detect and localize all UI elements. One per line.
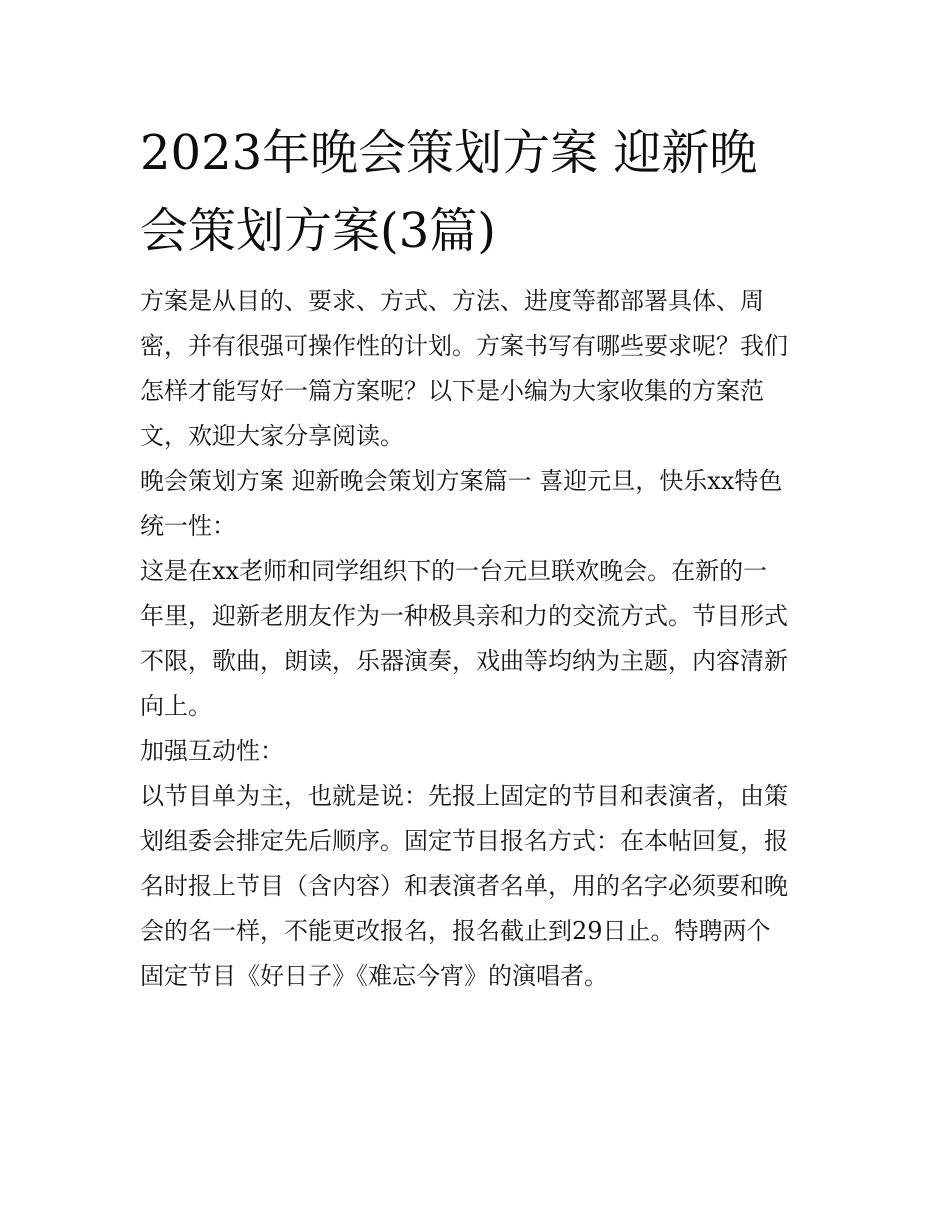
text-line: 会的名一样，不能更改报名，报名截止到29日止。特聘两个 (140, 917, 771, 945)
text-line: 向上。 (140, 692, 212, 720)
text-line: 不限，歌曲，朗读，乐器演奏，戏曲等均纳为主题，内容清新 (140, 647, 788, 675)
paragraph-description (140, 549, 820, 729)
paragraph-section-heading (140, 459, 820, 549)
paragraph-intro (140, 279, 820, 459)
paragraph-registration (140, 774, 820, 999)
text-line: 加强互动性： (140, 737, 284, 765)
text-line: 名时报上节目（含内容）和表演者名单，用的名字必须要和晚 (140, 872, 788, 900)
text-line: 年里，迎新老朋友作为一种极具亲和力的交流方式。节目形式 (140, 602, 788, 630)
text-line: 怎样才能写好一篇方案呢？以下是小编为大家收集的方案范 (140, 377, 764, 405)
title-line-1: 2023年晚会策划方案 迎新晚 (140, 125, 758, 181)
text-line: 方案是从目的、要求、方式、方法、进度等都部署具体、周 (140, 287, 764, 315)
text-line: 这是在xx老师和同学组织下的一台元旦联欢晚会。在新的一 (140, 557, 768, 585)
title-line-2: 会策划方案(3篇) (140, 203, 496, 259)
text-line: 密，并有很强可操作性的计划。方案书写有哪些要求呢？我们 (140, 332, 788, 360)
paragraph-subheading (140, 729, 820, 774)
text-line: 固定节目《好日子》《难忘今宵》的演唱者。 (140, 962, 608, 990)
text-line: 晚会策划方案 迎新晚会策划方案篇一 喜迎元旦，快乐xx特色 (140, 467, 783, 495)
document-body (140, 279, 820, 999)
text-line: 文，欢迎大家分享阅读。 (140, 422, 404, 450)
text-line: 划组委会排定先后顺序。固定节目报名方式：在本帖回复，报 (140, 827, 788, 855)
text-line: 以节目单为主，也就是说：先报上固定的节目和表演者，由策 (140, 782, 788, 810)
text-line: 统一性： (140, 512, 236, 540)
document-title (140, 114, 820, 270)
